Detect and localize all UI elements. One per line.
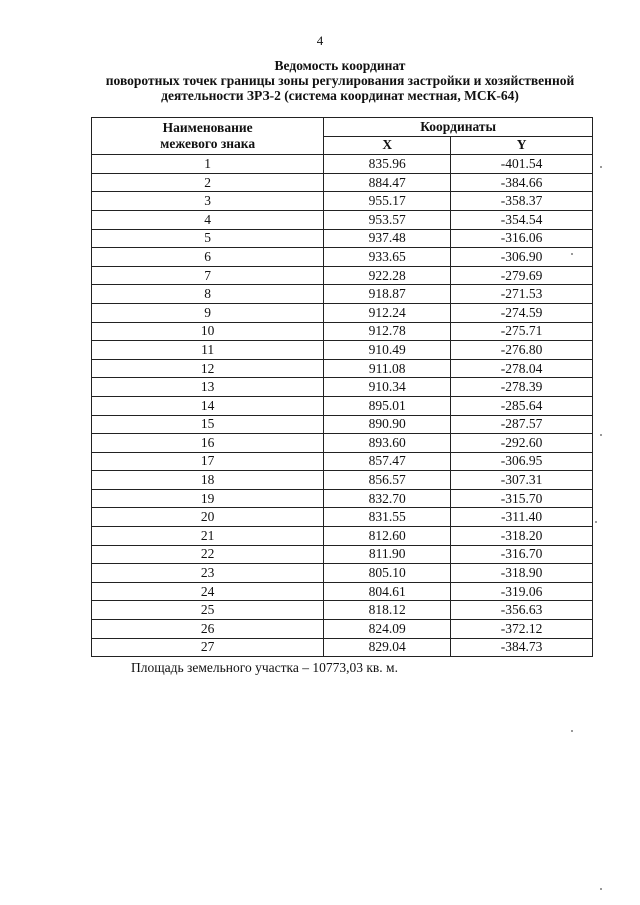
cell-x: 912.24 (324, 303, 451, 322)
cell-y: -401.54 (451, 155, 593, 174)
cell-y: -306.95 (451, 452, 593, 471)
cell-y: -354.54 (451, 210, 593, 229)
table-row (92, 489, 593, 508)
cell-mark-name: 14 (92, 396, 324, 415)
cell-x: 857.47 (324, 452, 451, 471)
cell-x: 918.87 (324, 285, 451, 304)
table-row (92, 471, 593, 490)
cell-x: 911.08 (324, 359, 451, 378)
cell-x: 893.60 (324, 434, 451, 453)
cell-mark-name: 19 (92, 489, 324, 508)
cell-y: -306.90 (451, 248, 593, 267)
cell-mark-name: 25 (92, 601, 324, 620)
cell-x: 805.10 (324, 564, 451, 583)
cell-mark-name: 9 (92, 303, 324, 322)
cell-y: -384.73 (451, 638, 593, 657)
cell-mark-name: 1 (92, 155, 324, 174)
cell-x: 912.78 (324, 322, 451, 341)
header-coordinates: Координаты (324, 118, 593, 137)
table-header-row-1 (92, 118, 593, 137)
table-row (92, 378, 593, 397)
table-row (92, 396, 593, 415)
cell-mark-name: 26 (92, 620, 324, 639)
table-row (92, 508, 593, 527)
cell-y: -315.70 (451, 489, 593, 508)
cell-mark-name: 10 (92, 322, 324, 341)
header-x: X (324, 136, 451, 155)
document-title (60, 58, 620, 103)
scan-speck (595, 521, 597, 523)
cell-y: -276.80 (451, 341, 593, 360)
cell-y: -319.06 (451, 582, 593, 601)
table-row (92, 155, 593, 174)
cell-x: 937.48 (324, 229, 451, 248)
title-line-1: Ведомость координат (274, 58, 406, 73)
cell-mark-name: 5 (92, 229, 324, 248)
table-row (92, 638, 593, 657)
cell-y: -285.64 (451, 396, 593, 415)
area-note: Площадь земельного участка – 10773,03 кв. м. (131, 660, 398, 675)
cell-x: 933.65 (324, 248, 451, 267)
header-y: Y (451, 136, 593, 155)
cell-mark-name: 22 (92, 545, 324, 564)
cell-x: 910.49 (324, 341, 451, 360)
cell-x: 818.12 (324, 601, 451, 620)
cell-x: 884.47 (324, 173, 451, 192)
table-row (92, 359, 593, 378)
scan-speck (571, 730, 573, 732)
cell-mark-name: 23 (92, 564, 324, 583)
cell-y: -292.60 (451, 434, 593, 453)
table-row (92, 415, 593, 434)
cell-y: -278.04 (451, 359, 593, 378)
cell-y: -318.90 (451, 564, 593, 583)
cell-mark-name: 11 (92, 341, 324, 360)
cell-y: -358.37 (451, 192, 593, 211)
cell-y: -271.53 (451, 285, 593, 304)
cell-mark-name: 13 (92, 378, 324, 397)
cell-y: -316.06 (451, 229, 593, 248)
cell-mark-name: 27 (92, 638, 324, 657)
cell-y: -372.12 (451, 620, 593, 639)
cell-x: 829.04 (324, 638, 451, 657)
table-row (92, 210, 593, 229)
cell-y: -318.20 (451, 527, 593, 546)
table-row (92, 266, 593, 285)
coordinates-table (91, 117, 593, 657)
cell-mark-name: 7 (92, 266, 324, 285)
cell-x: 811.90 (324, 545, 451, 564)
cell-mark-name: 4 (92, 210, 324, 229)
table-row (92, 248, 593, 267)
cell-y: -384.66 (451, 173, 593, 192)
cell-mark-name: 15 (92, 415, 324, 434)
cell-mark-name: 16 (92, 434, 324, 453)
table-row (92, 452, 593, 471)
cell-mark-name: 17 (92, 452, 324, 471)
cell-mark-name: 21 (92, 527, 324, 546)
cell-x: 910.34 (324, 378, 451, 397)
header-name-line-1: Наименование (162, 120, 253, 136)
cell-mark-name: 2 (92, 173, 324, 192)
cell-y: -356.63 (451, 601, 593, 620)
cell-mark-name: 8 (92, 285, 324, 304)
cell-y: -279.69 (451, 266, 593, 285)
cell-y: -275.71 (451, 322, 593, 341)
cell-mark-name: 12 (92, 359, 324, 378)
table-row (92, 322, 593, 341)
cell-x: 922.28 (324, 266, 451, 285)
scan-speck (571, 253, 573, 255)
table-row (92, 564, 593, 583)
cell-x: 890.90 (324, 415, 451, 434)
table-row (92, 545, 593, 564)
title-line-3: деятельности ЗРЗ-2 (система координат местная, МСК-64) (161, 88, 519, 103)
header-name-line-2: межевого знака (160, 136, 256, 152)
cell-x: 856.57 (324, 471, 451, 490)
scan-speck (600, 888, 602, 890)
cell-mark-name: 20 (92, 508, 324, 527)
table-body (92, 155, 593, 657)
table-row (92, 285, 593, 304)
table-row (92, 620, 593, 639)
table-row (92, 173, 593, 192)
cell-x: 804.61 (324, 582, 451, 601)
cell-x: 832.70 (324, 489, 451, 508)
scan-speck (600, 434, 602, 436)
table-row (92, 601, 593, 620)
cell-mark-name: 3 (92, 192, 324, 211)
table-row (92, 341, 593, 360)
header-boundary-mark (92, 118, 324, 155)
table-row (92, 303, 593, 322)
table-row (92, 192, 593, 211)
scan-speck (600, 166, 602, 168)
cell-x: 953.57 (324, 210, 451, 229)
cell-x: 835.96 (324, 155, 451, 174)
cell-y: -316.70 (451, 545, 593, 564)
cell-y: -287.57 (451, 415, 593, 434)
table-row (92, 582, 593, 601)
cell-mark-name: 18 (92, 471, 324, 490)
table-row (92, 434, 593, 453)
cell-x: 824.09 (324, 620, 451, 639)
cell-y: -307.31 (451, 471, 593, 490)
cell-x: 812.60 (324, 527, 451, 546)
cell-mark-name: 24 (92, 582, 324, 601)
table-row (92, 527, 593, 546)
page-number: 4 (316, 33, 324, 48)
cell-y: -311.40 (451, 508, 593, 527)
cell-x: 955.17 (324, 192, 451, 211)
cell-y: -274.59 (451, 303, 593, 322)
cell-x: 895.01 (324, 396, 451, 415)
cell-mark-name: 6 (92, 248, 324, 267)
cell-y: -278.39 (451, 378, 593, 397)
table-row (92, 229, 593, 248)
cell-x: 831.55 (324, 508, 451, 527)
title-line-2: поворотных точек границы зоны регулирования застройки и хозяйственной (105, 73, 575, 88)
